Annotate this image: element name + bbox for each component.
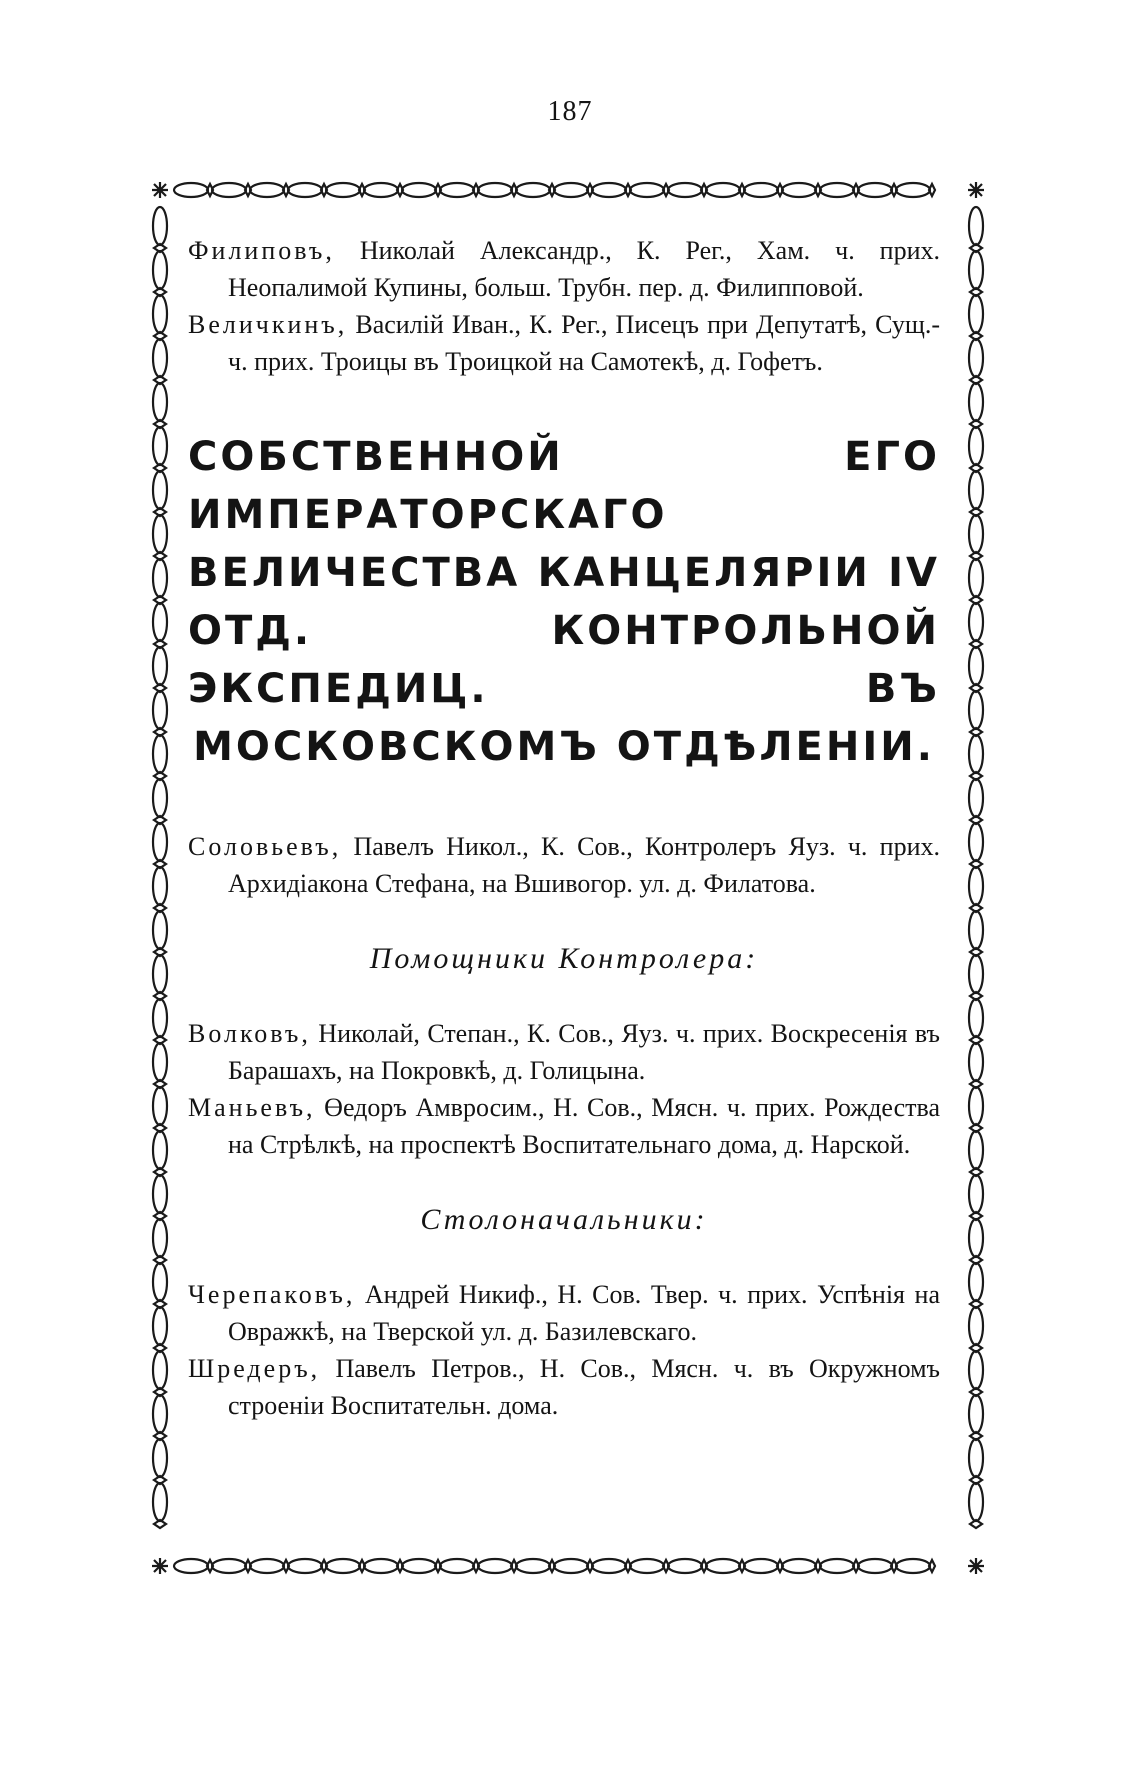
chain-link (288, 183, 322, 197)
chain-link (153, 779, 167, 817)
chain-link (288, 1559, 322, 1573)
chain-link (969, 1395, 983, 1433)
chain-link (969, 515, 983, 553)
chain-link (250, 183, 284, 197)
chain-link (153, 647, 167, 685)
chain-link (153, 207, 167, 245)
chain-link (969, 339, 983, 377)
chain-link (153, 955, 167, 993)
chain-link (153, 383, 167, 421)
border-bottom-chain (174, 1559, 935, 1573)
entry-text: Өедоръ Амвросим., Н. Сов., Мясн. ч. прих. Рождества на Стрѣлкѣ, на проспектѣ Воспитательнаго дома, д. Нарской. (228, 1093, 940, 1159)
chain-link (969, 823, 983, 861)
chain-link (969, 955, 983, 993)
chain-link (402, 1559, 436, 1573)
entry-text: Василій Иван., К. Рег., Писецъ при Депутатѣ, Сущ.-ч. прих. Троицы въ Троицкой на Самотекѣ, д. Гофетъ. (228, 310, 940, 376)
chain-link (969, 427, 983, 465)
entry-surname: Черепаковъ, (188, 1280, 356, 1309)
chain-link (969, 779, 983, 817)
chain-link (153, 1219, 167, 1257)
chain-link (782, 1559, 816, 1573)
chain-link (969, 383, 983, 421)
chain-link (706, 1559, 740, 1573)
chain-link (969, 1175, 983, 1213)
chain-link (969, 1131, 983, 1169)
chain-link (174, 1559, 208, 1573)
chain-link (153, 867, 167, 905)
chain-link (969, 1351, 983, 1389)
chain-link (153, 1131, 167, 1169)
chain-link (969, 295, 983, 333)
entry-surname: Шредеръ, (188, 1354, 321, 1383)
chain-link (969, 1307, 983, 1345)
entry-velichkin (188, 306, 940, 380)
chain-link (153, 559, 167, 597)
chain-link (554, 1559, 588, 1573)
chain-link (250, 1559, 284, 1573)
entry-text: Андрей Никиф., Н. Сов. Твер. ч. прих. Успѣнія на Овражкѣ, на Тверской ул. д. Базилевскаго. (228, 1280, 940, 1346)
chain-link (969, 207, 983, 245)
chain-link (153, 251, 167, 289)
entry-text: Павелъ Петров., Н. Сов., Мясн. ч. въ Окружномъ строеніи Воспитательн. дома. (228, 1354, 941, 1420)
chain-link (326, 183, 360, 197)
chain-link (969, 1219, 983, 1257)
entry-surname: Волковъ, (188, 1019, 311, 1048)
chain-knot (970, 1520, 982, 1528)
chain-link (744, 183, 778, 197)
chain-link (153, 471, 167, 509)
chain-link (153, 295, 167, 333)
chain-link (969, 471, 983, 509)
border-left-chain (153, 207, 167, 1528)
chain-link (153, 1263, 167, 1301)
entry-shreder (188, 1350, 940, 1424)
chain-link (668, 183, 702, 197)
chain-link (706, 183, 740, 197)
chain-link (630, 183, 664, 197)
chain-link (364, 183, 398, 197)
chain-link (969, 735, 983, 773)
chain-link (440, 1559, 474, 1573)
entry-filipov (188, 232, 940, 306)
chain-link (592, 1559, 626, 1573)
chain-link (153, 911, 167, 949)
chain-link (554, 183, 588, 197)
chain-link (969, 1439, 983, 1477)
chain-link (153, 1439, 167, 1477)
chain-knot (154, 1520, 166, 1528)
chain-link (668, 1559, 702, 1573)
chain-link (153, 339, 167, 377)
border-right-chain (969, 207, 983, 1528)
entry-text: Николай, Степан., К. Сов., Яуз. ч. прих. Воскресенія въ Барашахъ, на Покровкѣ, д. Голицына. (228, 1019, 941, 1085)
chain-link (153, 735, 167, 773)
chain-link (896, 1559, 930, 1573)
subheading-assistants: Помощники Контролера: (369, 942, 759, 975)
chain-link (153, 427, 167, 465)
entry-solovyev (188, 828, 940, 902)
chain-link (174, 183, 208, 197)
chain-link (896, 183, 930, 197)
chain-link (516, 183, 550, 197)
chain-link (858, 1559, 892, 1573)
chain-link (744, 1559, 778, 1573)
chain-link (440, 183, 474, 197)
chain-link (969, 603, 983, 641)
entry-surname: Соловьевъ, (188, 832, 342, 861)
chain-link (478, 1559, 512, 1573)
chain-link (782, 183, 816, 197)
chain-link (212, 1559, 246, 1573)
page-number: 187 (547, 96, 593, 127)
chain-link (153, 1043, 167, 1081)
chain-link (630, 1559, 664, 1573)
chain-link (212, 183, 246, 197)
chain-link (969, 559, 983, 597)
chain-link (153, 1351, 167, 1389)
chain-knot (929, 184, 935, 196)
chain-link (969, 1043, 983, 1081)
chain-link (969, 1263, 983, 1301)
chain-link (153, 999, 167, 1037)
chain-link (969, 1087, 983, 1125)
chain-link (969, 867, 983, 905)
chain-link (969, 251, 983, 289)
chain-link (820, 1559, 854, 1573)
chain-link (969, 1483, 983, 1521)
chain-link (153, 1307, 167, 1345)
entry-surname: Маньевъ, (188, 1093, 316, 1122)
chain-link (326, 1559, 360, 1573)
chain-link (153, 1087, 167, 1125)
section-heading: СОБСТВЕННОЙ ЕГО ИМПЕРАТОРСКАГО ВЕЛИЧЕСТВА КАНЦЕЛЯРІИ IV ОТД. КОНТРОЛЬНОЙ ЭКСПЕДИЦ. ВЪ МОСКОВСКОМЪ ОТДѢЛЕНІИ. (188, 434, 940, 770)
chain-link (478, 183, 512, 197)
chain-link (969, 647, 983, 685)
chain-link (153, 603, 167, 641)
chain-link (820, 183, 854, 197)
chain-link (153, 1483, 167, 1521)
chain-link (153, 691, 167, 729)
page-content (188, 232, 940, 1424)
chain-link (592, 183, 626, 197)
chain-link (153, 1175, 167, 1213)
entry-cherepakov (188, 1276, 940, 1350)
chain-link (969, 999, 983, 1037)
entry-surname: Филиповъ, (188, 236, 335, 265)
chain-knot (929, 1560, 935, 1572)
chain-link (402, 183, 436, 197)
chain-link (153, 1395, 167, 1433)
entry-text: Николай Александр., К. Рег., Хам. ч. прих. Неопалимой Купины, больш. Трубн. пер. д. Филипповой. (228, 236, 941, 302)
subheading-clerks: Столоначальники: (420, 1203, 708, 1236)
entry-manyev (188, 1089, 940, 1163)
chain-link (858, 183, 892, 197)
chain-link (969, 911, 983, 949)
border-top-chain (174, 183, 935, 197)
chain-link (153, 515, 167, 553)
entry-surname: Величкинъ, (188, 310, 348, 339)
chain-link (364, 1559, 398, 1573)
entry-text: Павелъ Никол., К. Сов., Контролеръ Яуз. ч. прих. Архидіакона Стефана, на Вшивогор. ул. д. Филатова. (228, 832, 940, 898)
chain-link (516, 1559, 550, 1573)
chain-link (969, 691, 983, 729)
chain-link (153, 823, 167, 861)
entry-volkov (188, 1015, 940, 1089)
